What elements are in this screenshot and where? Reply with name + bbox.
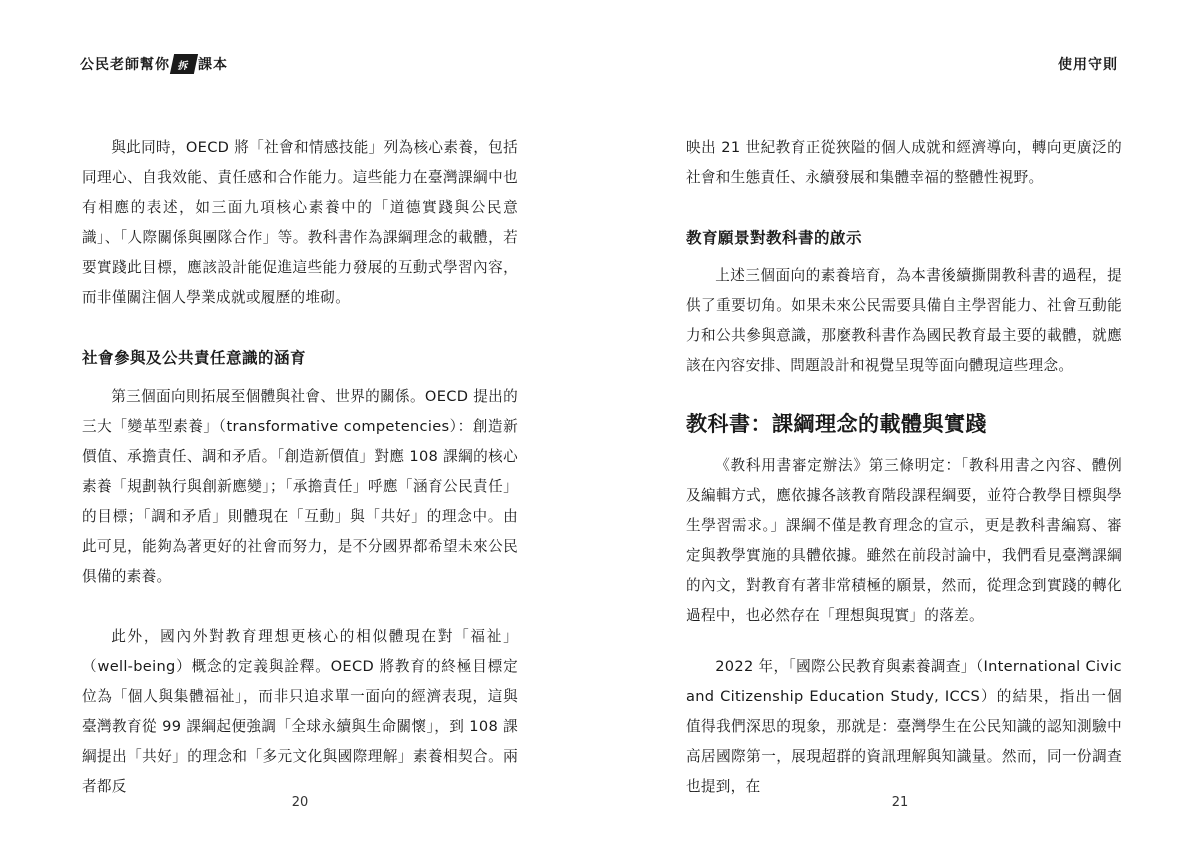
paragraph-well-being xyxy=(82,622,518,802)
section-heading-education-vision: 教育願景對教科書的啟示 xyxy=(686,229,863,247)
running-head-title-part1: 公民老師幫你 xyxy=(80,57,170,73)
paragraph-review-regulations xyxy=(686,451,1122,631)
running-head-book-title xyxy=(80,54,228,74)
page-number: 21 xyxy=(891,795,909,810)
right-page xyxy=(600,0,1200,850)
paragraph-text: 與此同時，OECD 將「社會和情感技能」列為核心素養，包括同理心、自我效能、責任感和合作能力。這些能力在臺灣課綱中也有相應的表述，如三面九項核心素養中的「道德實踐與公民意識」、「人際關係與團隊合作」等。教科書作為課綱理念的載體，若要實踐此目標，應該設計能促進這些能力發展的互動式學習內容，而非僅關注個人學業成就或履歷的堆砌。 xyxy=(82,139,518,306)
paragraph-continuation xyxy=(686,133,1122,193)
paragraph-social-emotional-skills xyxy=(82,133,518,313)
paragraph-text: 2022 年，「國際公民教育與素養調查」（International Civic and Citizenship Education Study, ICCS）的結果，指出一個值得我們深思的現象，那就是：臺灣學生在公民知識的認知測驗中高居國際第一，展現超群的資訊理解與知識量。然而，同一份調查也提到，在 xyxy=(686,658,1122,795)
paragraph-text: 此外，國內外對教育理想更核心的相似體現在對「福祉」（well-being）概念的定義與詮釋。OECD 將教育的終極目標定位為「個人與集體福祉」，而非只追求單一面向的經濟表現，這與臺灣教育從 99 課綱起便強調「全球永續與生命關懷」，到 108 課綱提出「共好」的理念和「多元文化與國際理解」素養相契合。兩者都反 xyxy=(82,628,518,795)
paragraph-text: 映出 21 世紀教育正從狹隘的個人成就和經濟導向，轉向更廣泛的社會和生態責任、永續發展和集體幸福的整體性視野。 xyxy=(686,139,1122,186)
paragraph-three-dimensions xyxy=(686,261,1122,381)
running-head-title-part2: 課本 xyxy=(198,57,228,73)
logo-char: 拆 xyxy=(176,60,191,72)
running-head-section-title: 使用守則 xyxy=(1058,57,1118,73)
paragraph-transformative-competencies xyxy=(82,382,518,592)
paragraph-text: 《教科用書審定辦法》第三條明定：「教科用書之內容、體例及編輯方式，應依據各該教育階段課程綱要，並符合教學目標與學生學習需求。」課綱不僅是教育理念的宣示，更是教科書編寫、審定與教學實施的具體依據。雖然在前段討論中，我們看見臺灣課綱的內文，對教育有著非常積極的願景，然而，從理念到實踐的轉化過程中，也必然存在「理想與現實」的落差。 xyxy=(686,457,1122,624)
chapter-heading-textbook-practice: 教科書：課綱理念的載體與實踐 xyxy=(686,412,987,436)
section-heading-social-participation: 社會參與及公共責任意識的涵育 xyxy=(82,349,307,367)
paragraph-iccs-2022 xyxy=(686,652,1122,802)
tear-logo-icon xyxy=(170,54,198,74)
paragraph-text: 第三個面向則拓展至個體與社會、世界的關係。OECD 提出的三大「變革型素養」（transformative competencies）：創造新價值、承擔責任、調和矛盾。「創造新價值」對應 108 課綱的核心素養「規劃執行與創新應變」；「承擔責任」呼應「涵育公民責任」的目標；「調和矛盾」則體現在「互動」與「共好」的理念中。由此可見，能夠為著更好的社會而努力，是不分國界都希望未來公民俱備的素養。 xyxy=(82,388,518,585)
paragraph-text: 上述三個面向的素養培育，為本書後續撕開教科書的過程，提供了重要切角。如果未來公民需要具備自主學習能力、社會互動能力和公共參與意識，那麼教科書作為國民教育最主要的載體，就應該在內容安排、問題設計和視覺呈現等面向體現這些理念。 xyxy=(686,267,1122,374)
page-number: 20 xyxy=(291,795,309,810)
